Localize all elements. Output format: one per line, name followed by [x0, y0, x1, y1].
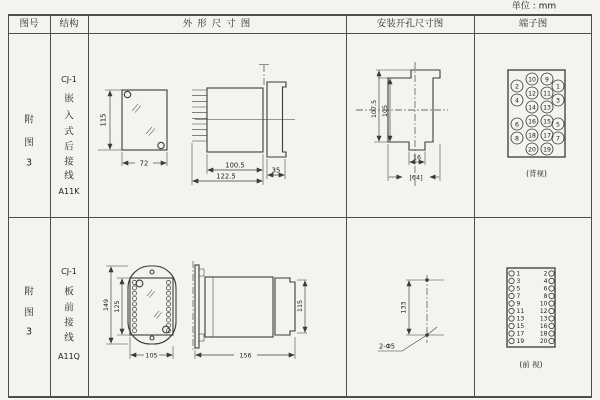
- terminal-pins: [192, 90, 207, 141]
- structure-model: CJ-1: [61, 267, 77, 276]
- terminal-number: 15: [543, 118, 551, 126]
- dim-flange: 35: [271, 166, 281, 175]
- dim-total-depth: 122.5: [216, 172, 236, 181]
- terminal-pin: [509, 316, 514, 321]
- terminal-pin: [166, 291, 170, 295]
- rear-block: [275, 278, 295, 335]
- screw-hole: [158, 142, 164, 148]
- terminal-pin: [509, 278, 514, 283]
- terminal-number: 11: [516, 308, 525, 316]
- table-border-right: [591, 14, 592, 398]
- terminal-rear-grid: [511, 73, 564, 155]
- terminal-pin: [166, 286, 170, 290]
- terminal-number: 9: [545, 76, 549, 84]
- table-border-left: [8, 14, 9, 398]
- terminal-number: 4: [543, 278, 548, 286]
- terminal-number: 10: [528, 76, 536, 84]
- terminal-number: 20: [539, 338, 548, 346]
- hatch-marks: [132, 104, 155, 136]
- screw-hole: [150, 270, 154, 274]
- dim-outer-height: 107.5: [370, 99, 378, 119]
- structure-char: 后: [64, 141, 74, 153]
- structure-char: 板: [64, 286, 74, 298]
- terminal-number: 16: [528, 118, 536, 126]
- table-col-divider: [474, 14, 475, 398]
- front-view: [128, 266, 176, 344]
- terminal-number: 14: [528, 104, 536, 112]
- terminal-number: 7: [556, 135, 560, 143]
- terminal-number: 18: [539, 330, 548, 338]
- structure-char: 接: [64, 317, 74, 329]
- terminal-pin: [509, 338, 514, 343]
- terminal-pin: [166, 313, 170, 317]
- terminal-number: 19: [543, 146, 551, 154]
- terminal-pin: [549, 278, 554, 283]
- dim-cutout-width: [64]: [409, 173, 423, 182]
- terminal-number: 3: [516, 278, 521, 286]
- terminal-pin: [132, 291, 136, 295]
- terminal-pin: [549, 308, 554, 313]
- structure-code: A11Q: [58, 352, 80, 361]
- terminal-number: 12: [528, 90, 536, 98]
- terminal-pin: [549, 331, 554, 336]
- terminal-pin: [509, 286, 514, 291]
- dim-depth: 100.5: [225, 161, 245, 170]
- terminal-pin: [166, 318, 170, 322]
- terminal-number: 18: [528, 132, 536, 140]
- terminal-number: 13: [539, 315, 548, 323]
- terminal-pin: [549, 271, 554, 276]
- terminal-number: 8: [543, 293, 548, 301]
- terminal-pin: [166, 280, 170, 284]
- table-col-divider: [88, 14, 89, 398]
- figure-no-char: 附: [24, 286, 34, 298]
- terminal-caption: (前 视): [519, 360, 543, 369]
- dim-width: 72: [139, 159, 149, 168]
- table-border-bottom: [8, 396, 592, 397]
- terminal-pin: [549, 286, 554, 291]
- header-mounting: 安装开孔尺寸图: [376, 17, 444, 29]
- terminal-pin: [509, 293, 514, 298]
- dim-height: 115: [296, 299, 304, 313]
- terminal-number: 8: [515, 135, 519, 143]
- unit-label: 单位 : mm: [511, 1, 557, 12]
- table-col-divider: [346, 14, 347, 398]
- terminal-number: 5: [556, 121, 560, 129]
- terminal-pin: [132, 323, 136, 327]
- dim-depth: 156: [239, 351, 252, 360]
- terminal-pin: [132, 329, 136, 333]
- figure-no-char: 图: [24, 307, 34, 319]
- dim-width: 105: [145, 351, 158, 360]
- structure-char: 前: [64, 302, 74, 314]
- table-col-divider: [50, 14, 51, 398]
- terminal-pin: [509, 308, 514, 313]
- terminal-pin: [166, 302, 170, 306]
- terminal-pin: [132, 286, 136, 290]
- terminal-number: 12: [539, 308, 548, 316]
- figure-no-char: 图: [24, 137, 34, 149]
- screw-hole: [136, 280, 143, 287]
- hole-axis-lines: [406, 280, 444, 335]
- terminal-number: 6: [515, 121, 519, 129]
- terminal-number: 15: [516, 323, 525, 331]
- terminal-pin: [166, 296, 170, 300]
- terminal-number: 1: [556, 83, 560, 91]
- header-outline: 外 形 尺 寸 图: [182, 17, 252, 29]
- terminal-number: 10: [539, 300, 548, 308]
- header-terminal: 端子图: [518, 17, 548, 29]
- terminal-diagram-rear: [505, 65, 585, 185]
- structure-code: A11K: [58, 187, 80, 196]
- terminal-pin: [549, 323, 554, 328]
- dim-key-width: 16: [412, 153, 422, 162]
- outline-drawing-front-wiring: [100, 255, 315, 375]
- structure-char: 线: [64, 170, 74, 182]
- terminal-pin: [509, 271, 514, 276]
- extension-lines: [98, 90, 167, 166]
- terminal-number: 9: [516, 300, 521, 308]
- structure-char: 嵌: [64, 93, 74, 105]
- terminal-number: 20: [528, 146, 536, 154]
- terminal-number: 19: [516, 338, 525, 346]
- terminal-pin: [132, 307, 136, 311]
- header-structure: 结构: [59, 17, 79, 29]
- terminal-number: 5: [516, 285, 521, 293]
- terminal-number: 17: [516, 330, 525, 338]
- terminal-diagram-front: [505, 265, 585, 380]
- terminal-pin: [549, 293, 554, 298]
- structure-model: CJ-1: [61, 75, 77, 84]
- terminal-number: 4: [515, 97, 519, 105]
- terminal-front-grid: [509, 271, 554, 346]
- dim-inner-height: 125: [113, 300, 122, 313]
- terminal-pin: [166, 307, 170, 311]
- screw-hole: [163, 326, 170, 333]
- outline-drawing-rear-wiring: [95, 55, 345, 190]
- terminal-number: 13: [543, 104, 551, 112]
- figure-no-char: 3: [25, 326, 33, 338]
- terminal-number: 13: [516, 315, 525, 323]
- screw-hole: [150, 336, 154, 340]
- terminal-number: 2: [543, 270, 548, 278]
- header-figure-no: 图号: [19, 17, 39, 29]
- terminal-pin: [132, 313, 136, 317]
- dim-cutout-height: 105: [381, 104, 390, 118]
- screw-hole: [124, 91, 130, 97]
- table-row-divider: [8, 217, 592, 218]
- structure-char: 线: [64, 332, 74, 344]
- front-view: [122, 90, 167, 150]
- mounting-hole: [425, 278, 429, 282]
- table-header-divider: [8, 33, 592, 35]
- dim-outer-height: 149: [102, 298, 110, 312]
- terminal-number: 16: [539, 323, 548, 331]
- terminal-pin: [132, 302, 136, 306]
- terminal-pin: [509, 331, 514, 336]
- mounting-holes-drawing: [370, 270, 460, 375]
- dim-height: 115: [99, 113, 108, 127]
- extension-lines: [195, 280, 307, 359]
- side-view: [192, 65, 295, 158]
- structure-char: 接: [64, 156, 74, 168]
- mounting-cutout-drawing: [352, 55, 470, 190]
- table-border-top: [8, 14, 592, 16]
- terminal-number: 2: [515, 83, 519, 91]
- terminal-number: 7: [516, 293, 521, 301]
- structure-char: 式: [64, 126, 74, 138]
- terminal-pin: [509, 301, 514, 306]
- figure-no-char: 附: [24, 114, 34, 126]
- terminal-pin: [132, 318, 136, 322]
- terminal-pin: [549, 338, 554, 343]
- terminal-caption: (背视): [526, 169, 547, 178]
- terminal-pin: [509, 323, 514, 328]
- terminal-pin: [549, 301, 554, 306]
- dim-hole-spacing: 133: [399, 301, 408, 314]
- terminal-number: 1: [516, 270, 521, 278]
- terminal-pin: [549, 316, 554, 321]
- extension-lines: [374, 70, 440, 181]
- figure-no-char: 3: [25, 157, 33, 169]
- terminal-number: 11: [543, 90, 551, 98]
- side-view: [193, 261, 295, 352]
- terminal-number: 6: [543, 285, 548, 293]
- panel-plate: [195, 265, 199, 348]
- terminal-number: 3: [556, 97, 560, 105]
- hatch-marks: [147, 290, 162, 319]
- structure-char: 入: [64, 110, 74, 122]
- terminal-pin: [132, 296, 136, 300]
- hole-spec-label: 2-Φ5: [379, 342, 395, 351]
- terminal-number: 17: [543, 132, 551, 140]
- front-terminal-dots: [132, 280, 170, 332]
